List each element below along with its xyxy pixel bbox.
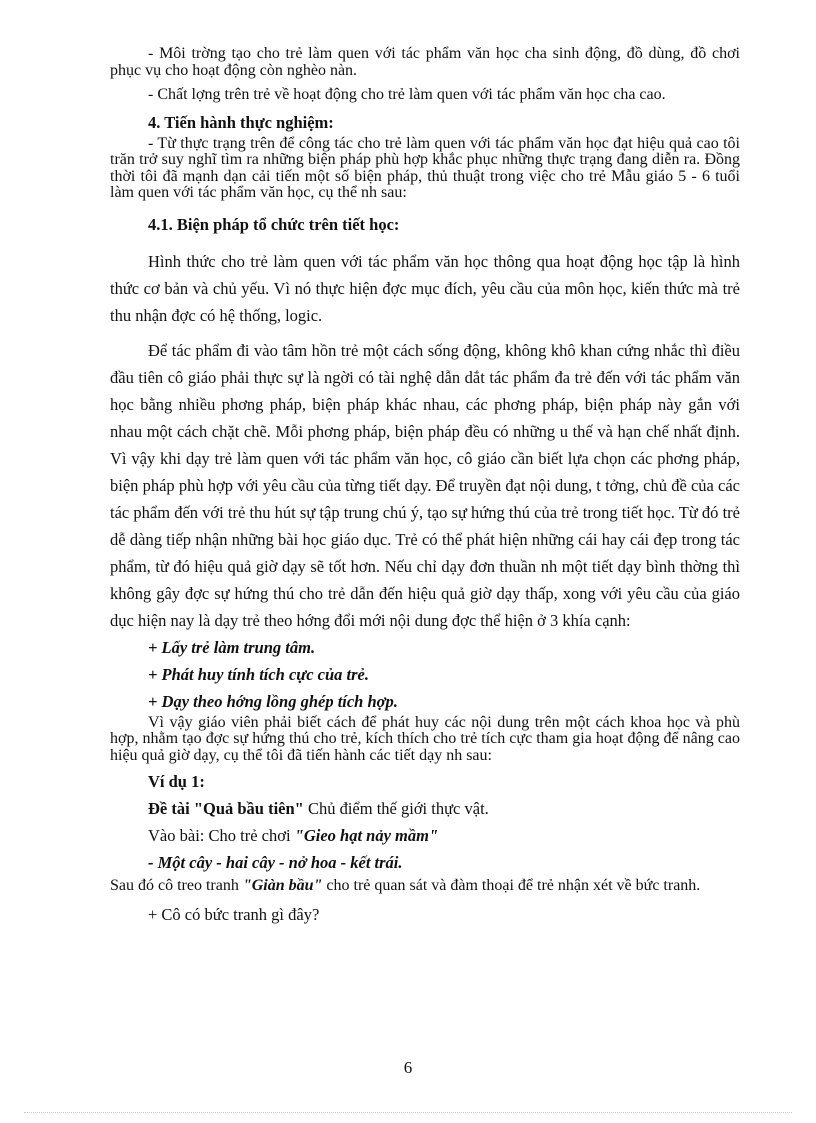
example-label: Ví dụ 1: xyxy=(148,772,205,791)
page-footer-rule xyxy=(24,1112,792,1113)
intro-line xyxy=(110,822,740,849)
paragraph-quality: - Chất lợng trên trẻ về hoạt động cho trẻ làm quen với tác phẩm văn học cha cao. xyxy=(148,86,666,103)
paragraph-teacher-approach: Vì vậy giáo viên phải biết cách để phát huy các nội dung trên một cách khoa học và phù hợp, nhằm tạo đợc sự hứng thú cho trẻ, kích thích cho trẻ tích cực tham gia hoạt động để nâng cao hiệu quả giờ dạy, cụ thể tôi đã tiến hành các tiết dạy nh sau: xyxy=(110,713,740,764)
game-steps: - Một cây - hai cây - nở hoa - kết trái. xyxy=(148,853,403,872)
heading-lesson-measures: 4.1. Biện pháp tổ chức trên tiết học: xyxy=(148,214,400,234)
picture-observation-paragraph xyxy=(110,878,740,895)
page-content xyxy=(110,46,740,928)
page-number: 6 xyxy=(403,1058,413,1077)
bullet-active-learning: + Phát huy tính tích cực của trẻ. xyxy=(148,664,369,684)
picture-intro: Sau đó cô treo tranh xyxy=(110,877,243,894)
picture-task: cho trẻ quan sát và đàm thoại để trẻ nhận xét về bức tranh. xyxy=(322,877,701,894)
paragraph-situation: - Từ thực trạng trên để công tác cho trẻ làm quen với tác phẩm văn học đạt hiệu quả cao tôi trăn trở suy nghĩ tìm ra những biện pháp phù hợp khắc phục những thực trạng đang diễn ra. Đồng thời tôi đã mạnh dạn cải tiến một số biện pháp, thủ thuật trong việc cho trẻ Mẫu giáo 5 - 6 tuổi làm quen với tác phẩm văn học, cụ thể nh sau: xyxy=(110,134,740,201)
topic-title: Đề tài "Quả bầu tiên" xyxy=(148,799,304,818)
intro-text: Vào bài: Cho trẻ chơi xyxy=(148,826,295,845)
heading-experiment: 4. Tiến hành thực nghiệm: xyxy=(148,112,334,132)
intro-game-name: "Gieo hạt nảy mầm" xyxy=(294,826,439,845)
teacher-question: + Cô có bức tranh gì đây? xyxy=(148,904,320,924)
topic-line xyxy=(110,795,740,822)
picture-title: "Giàn bầu" xyxy=(242,877,323,894)
paragraph-learning-form: Hình thức cho trẻ làm quen với tác phẩm văn học thông qua hoạt động học tập là hình thức cơ bản và chủ yếu. Vì nó thực hiện đợc mục đích, yêu cầu của môn học, kiến thức mà trẻ thu nhận đợc có hệ thống, logic. xyxy=(110,251,740,325)
bullet-child-centered: + Lấy trẻ làm trung tâm. xyxy=(148,637,316,657)
paragraph-teaching-methods: Để tác phẩm đi vào tâm hồn trẻ một cách sống động, không khô khan cứng nhắc thì điều đầu tiên cô giáo phải thực sự là ngời có tài nghệ dẫn dắt tác phẩm đa trẻ đến với tác phẩm văn học bằng nhiều phơng pháp, biện pháp khác nhau, các phơng pháp, biện pháp này gắn với nhau một cách chặt chẽ. Mỗi phơng pháp, biện pháp đều có những u thế và hạn chế nhất định. Vì vậy khi dạy trẻ làm quen với tác phẩm văn học, cô giáo cần biết lựa chọn các phơng pháp, biện pháp phù hợp với yêu cầu của từng tiết dạy. Để truyền đạt nội dung, t tởng, chủ đề của các tác phẩm đến với trẻ thu hút sự tập trung chú ý, tạo sự hứng thú của trẻ trong tiết học. Từ đó trẻ dễ dàng tiếp nhận những bài học giáo dục. Trẻ có thể phát hiện những cái hay cái đẹp trong tác phẩm, từ đó hiệu quả giờ dạy sẽ tốt hơn. Nếu chỉ dạy đơn thuần nh một tiết dạy bình thờng thì không gây đợc sự hứng thú cho trẻ dẫn đến hiệu quả giờ dạy thấp, xong với yêu cầu của giáo dục hiện nay là dạy trẻ theo hớng đổi mới nội dung đợc thể hiện ở 3 khía cạnh: xyxy=(110,340,740,630)
bullet-integration: + Dạy theo hớng lồng ghép tích hợp. xyxy=(148,691,398,711)
paragraph-environment: - Môi trờng tạo cho trẻ làm quen với tác phẩm văn học cha sinh động, đồ dùng, đồ chơi phục vụ cho hoạt động còn nghèo nàn. xyxy=(110,45,740,79)
topic-theme: Chủ điểm thế giới thực vật. xyxy=(303,799,489,818)
